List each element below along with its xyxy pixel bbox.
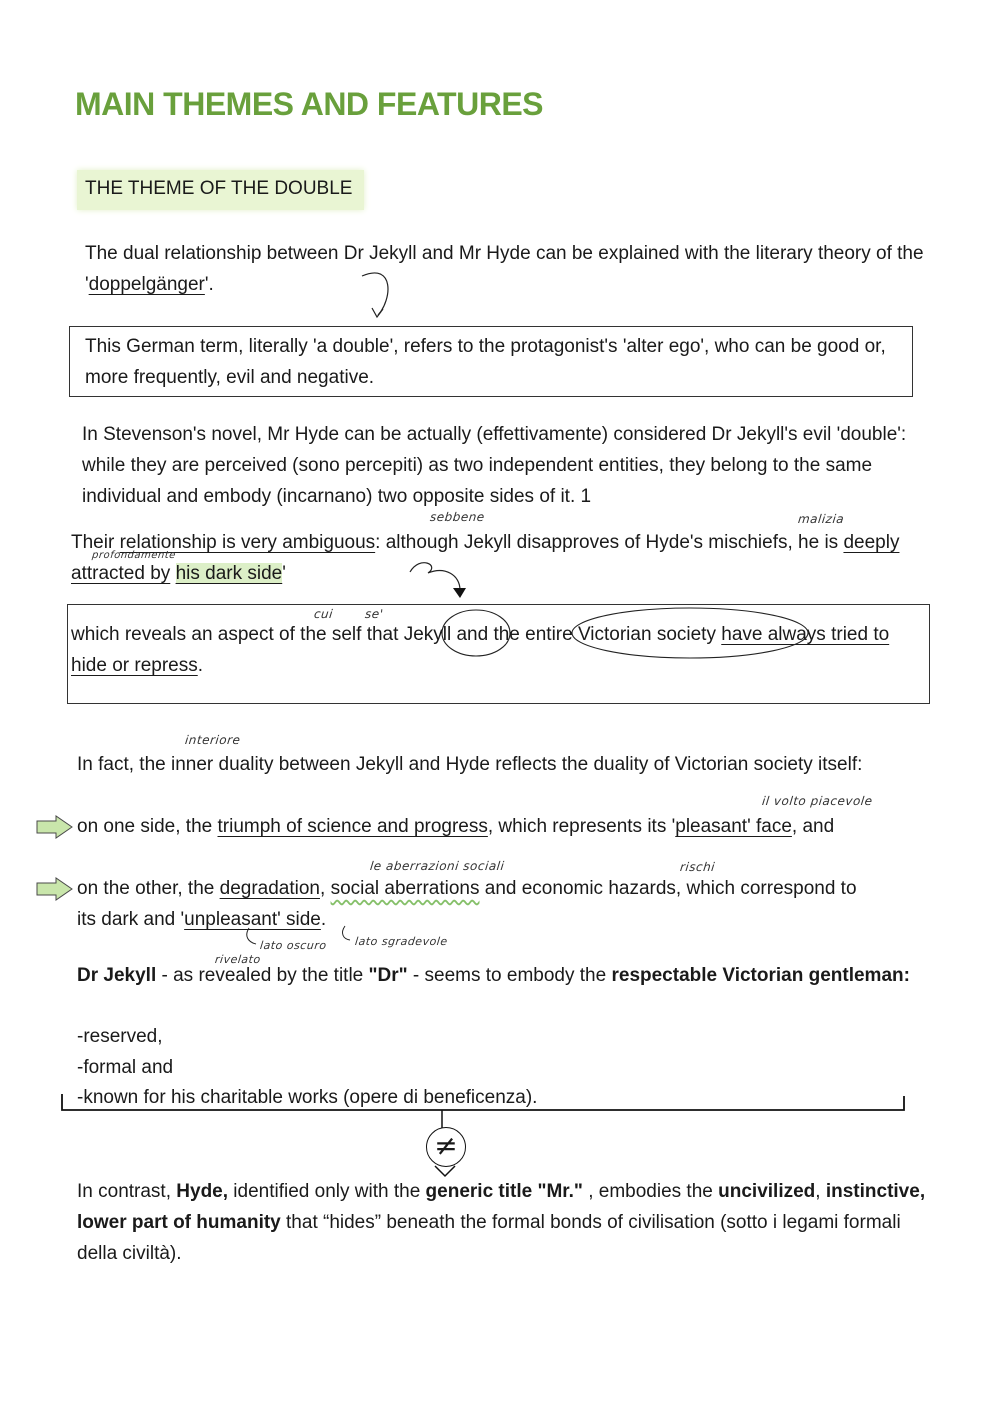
- stevenson-paragraph: In Stevenson's novel, Mr Hyde can be actually (effettivamente) considered Dr Jekyll's evil 'double': while they are perceived (sono percepiti) as two independent entities, they belong to the same individual and embody (incarnano) two opposite sides of it. 1: [82, 424, 907, 507]
- section-heading: THE THEME OF THE DOUBLE: [77, 170, 364, 210]
- annotation-aberrazioni: le aberrazioni sociali: [369, 859, 506, 873]
- one-side-item: on one side, the triumph of science and progress, which represents its 'pleasant' face, and: [77, 816, 835, 837]
- annotation-lato-sgradevole: lato sgradevole: [354, 935, 449, 948]
- reveal-text: which reveals an aspect of the self that Jekyll and the entire Victorian society have always tried to hide or repress.: [71, 624, 890, 676]
- jekyll-trait: -reserved,: [77, 1026, 163, 1047]
- relationship-paragraph: Their relationship is very ambiguous: although Jekyll disapproves of Hyde's mischiefs, he is deeply attracted by his dark side': [71, 532, 900, 584]
- annotation-interiore: interiore: [184, 733, 242, 747]
- intro-paragraph: The dual relationship between Dr Jekyll and Mr Hyde can be explained with the literary theory of the 'doppelgänger'.: [85, 243, 924, 295]
- jekyll-paragraph: Dr Jekyll - as revealed by the title "Dr" - seems to embody the respectable Victorian gentleman:: [77, 965, 910, 986]
- jekyll-trait: -known for his charitable works (opere di beneficenza).: [77, 1087, 538, 1108]
- circled-society: entire Victorian society: [525, 624, 716, 645]
- page-title: MAIN THEMES AND FEATURES: [75, 86, 543, 122]
- definition-text: This German term, literally 'a double', refers to the protagonist's 'alter ego', who can be good or, more frequently, evil and negative.: [85, 336, 886, 388]
- highlight-dark-side: his dark side: [175, 563, 283, 584]
- annotation-volto: il volto piacevole: [761, 794, 874, 808]
- other-side-item: on the other, the degradation, social aberrations and economic hazards, which correspond to its dark and 'unpleasant' side.: [77, 878, 857, 930]
- annotation-malizia: malizia: [797, 512, 845, 526]
- annotation-rivelato: rivelato: [214, 953, 262, 966]
- infact-paragraph: In fact, the inner duality between Jekyll and Hyde reflects the duality of Victorian society itself:: [77, 754, 863, 775]
- annotation-se: se': [364, 607, 385, 621]
- annotation-rischi: rischi: [679, 860, 716, 874]
- annotation-profondamente: profondamente: [91, 550, 177, 561]
- annotation-lato-oscuro: lato oscuro: [259, 939, 328, 952]
- arrow-right-icon: [36, 877, 74, 901]
- term-doppelganger: doppelgänger: [88, 274, 205, 295]
- circled-jekyll: Jekyll: [403, 624, 452, 645]
- contrast-paragraph: In contrast, Hyde, identified only with the generic title "Mr." , embodies the uncivilized, instinctive, lower part of humanity that “hides” beneath the formal bonds of civilisation (sotto i legami formali della civiltà).: [77, 1181, 926, 1264]
- not-equal-icon: ≠: [426, 1127, 466, 1167]
- jekyll-trait: -formal and: [77, 1057, 174, 1078]
- annotation-cui: cui: [313, 607, 334, 621]
- arrow-right-icon: [36, 815, 74, 839]
- annotation-sebbene: sebbene: [429, 510, 486, 524]
